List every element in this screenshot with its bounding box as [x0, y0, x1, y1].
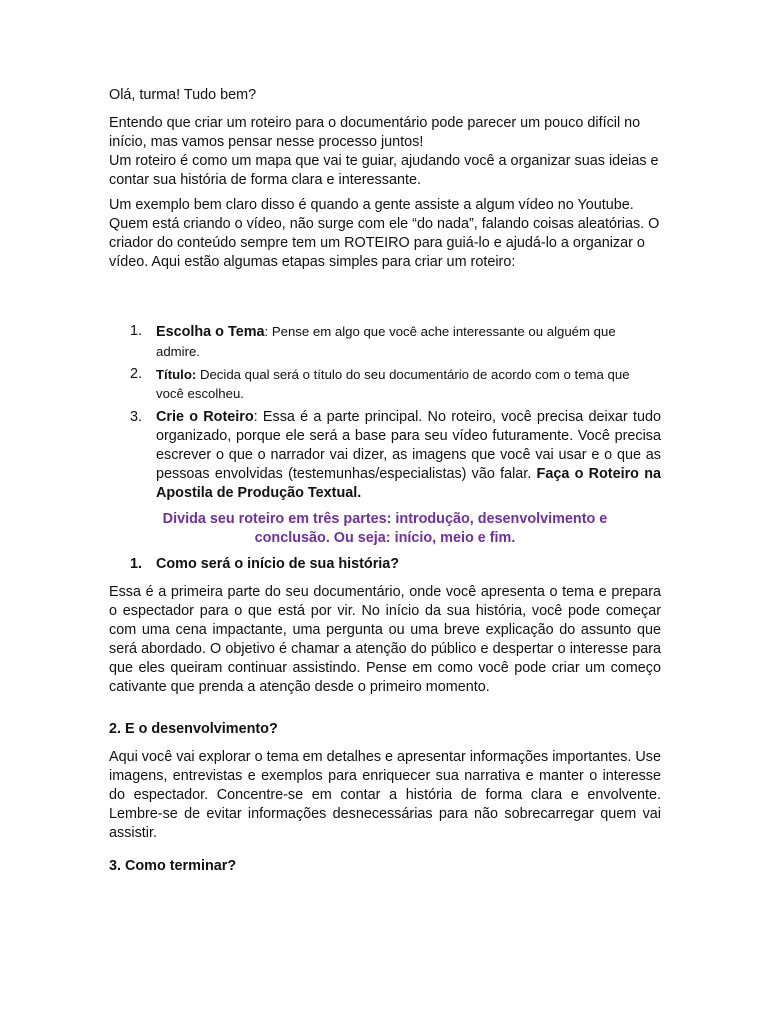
section-body-1: Essa é a primeira parte do seu documentário, onde você apresenta o tema e prepara o espectador para o que está por vir. No início da sua história, você pode começar com uma cena impactante, uma pergunta ou uma breve explicação do assunto que será abordado. O objetivo é chamar a atenção do público e despertar o interesse para que eles queiram continuar assistindo. Pense em como você pode criar um começo cativante que prenda a atenção desde o primeiro momento. [109, 584, 661, 695]
step-description: Pense em algo que você ache interessante ou alguém que admire. [156, 324, 616, 359]
step-emphasis: Faça o Roteiro na Apostila de Produção Textual. [156, 466, 662, 501]
greeting: Olá, turma! Tudo bem? [109, 87, 257, 103]
section-number: 1. [130, 556, 143, 572]
note-line-2: conclusão. Ou seja: início, meio e fim. [254, 530, 516, 546]
intro-paragraph-2: Um exemplo bem claro disso é quando a gente assiste a algum vídeo no Youtube. Quem está criando o vídeo, não surge com ele “do nada”, falando coisas aleatórias. O criador do conteúdo sempre tem um ROTEIRO para guiá-lo e ajudá-lo a organizar o vídeo. Aqui estão algumas etapas simples para criar um roteiro: [109, 197, 660, 270]
step-text [156, 408, 661, 503]
step-title: Crie o Roteiro [156, 409, 254, 425]
section-body-2: Aqui você vai explorar o tema em detalhes e apresentar informações importantes. Use imagens, entrevistas e exemplos para enriquecer sua narrativa e manter o interesse do espectador. Concentre-se em contar a história de forma clara e envolvente. Lembre-se de evitar informações desnecessárias para não sobrecarregar quem vai assistir. [109, 749, 661, 841]
step-title: Escolha o Tema [156, 324, 265, 340]
step-description: Essa é a parte principal. No roteiro, você precisa deixar tudo organizado, porque ele será a base para seu vídeo futuramente. Você precisa escrever o que o narrador vai dizer, as imagens que você vai usar e o que as pessoas envolvidas (testemunhas/especialistas) vão falar. [156, 409, 661, 482]
step-text [156, 322, 661, 361]
step-text [156, 365, 661, 403]
step-title: Título: [156, 367, 197, 382]
section-heading-3: 3. Como terminar? [109, 858, 237, 874]
structure-note [109, 510, 661, 548]
step-number: 1. [130, 323, 143, 339]
intro-paragraph-1 [109, 114, 661, 190]
intro-line-1: Entendo que criar um roteiro para o documentário pode parecer um pouco difícil no início, mas vamos pensar nesse processo juntos! [109, 115, 641, 150]
step-number: 3. [130, 409, 143, 425]
step-separator: : [253, 409, 263, 425]
step-number: 2. [130, 366, 143, 382]
intro-line-2: Um roteiro é como um mapa que vai te guiar, ajudando você a organizar suas ideias e contar sua história de forma clara e interessante. [109, 153, 659, 188]
section-heading-2: 2. E o desenvolvimento? [109, 721, 278, 737]
section-heading-1 [109, 555, 661, 574]
step-separator: : [264, 324, 272, 339]
note-line-1: Divida seu roteiro em três partes: introdução, desenvolvimento e [162, 511, 608, 527]
step-description: Decida qual será o título do seu documentário de acordo com o tema que você escolheu. [156, 367, 630, 401]
section-heading-text: Como será o início de sua história? [156, 556, 400, 572]
